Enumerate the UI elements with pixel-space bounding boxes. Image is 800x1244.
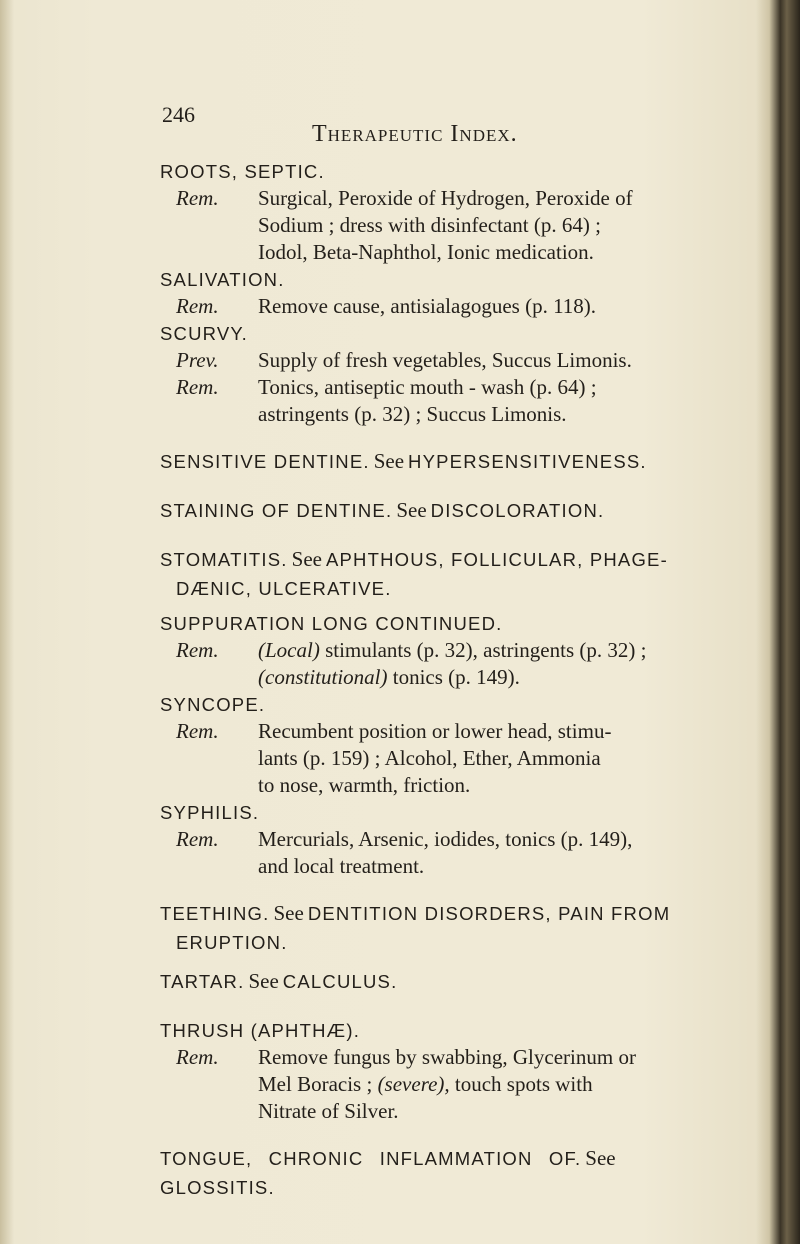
entry-line	[160, 546, 700, 575]
entry-heading: TARTAR.	[160, 971, 245, 992]
entry-heading: STAINING OF DENTINE.	[160, 500, 393, 521]
rem-label: Rem.	[176, 186, 219, 210]
entry-salivation	[160, 266, 700, 320]
remedy-text: astringents (p. 32) ; Succus Limonis.	[258, 402, 567, 426]
rem-label: Rem.	[176, 1045, 219, 1069]
see-label: See	[248, 969, 279, 993]
entry-heading: SALIVATION.	[160, 269, 285, 290]
remedy-text: Mel Boracis ;	[258, 1072, 373, 1096]
spacer	[160, 526, 700, 546]
remedy-text: Remove fungus by swabbing, Glycerinum or	[258, 1045, 636, 1069]
remedy-text: stimulants (p. 32), astringents (p. 32) ;	[325, 638, 647, 662]
remedy-line	[160, 1044, 700, 1071]
remedy-text: tonics (p. 149).	[392, 665, 520, 689]
entry-heading: THRUSH (APHTHÆ).	[160, 1020, 361, 1041]
entry-line	[160, 448, 700, 477]
entry-heading: ROOTS, SEPTIC.	[160, 161, 325, 182]
remedy-text: Sodium ; dress with disinfectant (p. 64) ;	[258, 213, 601, 237]
cross-reference: ERUPTION.	[176, 932, 288, 953]
entry-line	[160, 497, 700, 526]
entry-line	[160, 900, 700, 929]
see-label: See	[585, 1146, 616, 1170]
remedy-text: Mercurials, Arsenic, iodides, tonics (p. 149),	[258, 827, 633, 851]
remedy-text: lants (p. 159) ; Alcohol, Ether, Ammonia	[258, 746, 601, 770]
remedy-line	[160, 637, 700, 664]
spacer	[160, 997, 700, 1017]
entry-stomatitis	[160, 546, 700, 602]
page-header	[0, 100, 800, 147]
cross-reference: GLOSSITIS.	[160, 1177, 275, 1198]
remedy-line	[160, 185, 700, 212]
remedy-text: Iodol, Beta-Naphthol, Ionic medication.	[258, 240, 594, 264]
cross-reference: DENTITION DISORDERS, PAIN FROM	[307, 903, 671, 924]
entry-heading: SYPHILIS.	[160, 802, 260, 823]
entry-sensitive-dentine	[160, 448, 700, 477]
entry-suppuration	[160, 610, 700, 691]
entry-line	[160, 1145, 700, 1174]
entry-tongue	[160, 1145, 700, 1201]
entry-scurvy	[160, 320, 700, 428]
entry-staining-of-dentine	[160, 497, 700, 526]
remedy-qualifier: (Local)	[258, 638, 320, 662]
see-label: See	[273, 901, 304, 925]
rem-label: Rem.	[176, 294, 219, 318]
rem-label: Rem.	[176, 638, 219, 662]
entry-heading: SUPPURATION LONG CONTINUED.	[160, 613, 503, 634]
page-number: 246	[162, 102, 195, 127]
entry-syncope	[160, 691, 700, 799]
entry-heading: TONGUE, CHRONIC INFLAMMATION OF.	[160, 1148, 582, 1169]
entry-thrush	[160, 1017, 700, 1125]
cross-reference: CALCULUS.	[282, 971, 398, 992]
entry-teething	[160, 900, 700, 956]
entry-heading: STOMATITIS.	[160, 549, 288, 570]
see-label: See	[396, 498, 427, 522]
remedy-text: Remove cause, antisialagogues (p. 118).	[258, 294, 597, 318]
entry-heading: TEETHING.	[160, 903, 270, 924]
entry-syphilis	[160, 799, 700, 880]
remedy-line	[160, 718, 700, 745]
spacer	[160, 602, 700, 610]
remedy-text: Surgical, Peroxide of Hydrogen, Peroxide of	[258, 186, 633, 210]
remedy-line	[160, 664, 700, 691]
entry-heading: SENSITIVE DENTINE.	[160, 451, 370, 472]
entry-roots-septic	[160, 158, 700, 266]
entry-line	[160, 968, 700, 997]
running-title: Therapeutic Index.	[312, 121, 518, 147]
remedy-text: Nitrate of Silver.	[258, 1099, 399, 1123]
remedy-text: to nose, warmth, friction.	[258, 773, 471, 797]
remedy-qualifier: (constitutional)	[258, 665, 388, 689]
cross-reference: HYPERSENSITIVENESS.	[408, 451, 647, 472]
index-content	[160, 158, 700, 1201]
entry-heading: SYNCOPE.	[160, 694, 266, 715]
prevention-text: Supply of fresh vegetables, Succus Limonis.	[258, 348, 632, 372]
rem-label: Rem.	[176, 719, 219, 743]
cross-reference: APHTHOUS, FOLLICULAR, PHAGE-	[325, 549, 668, 570]
spacer	[160, 1125, 700, 1145]
remedy-line	[160, 293, 700, 320]
prev-label: Prev.	[176, 348, 219, 372]
remedy-text: touch spots with	[454, 1072, 593, 1096]
book-edge-shadow	[756, 0, 800, 1244]
rem-label: Rem.	[176, 827, 219, 851]
entry-tartar	[160, 968, 700, 997]
page-gutter-shadow	[0, 0, 14, 1244]
spacer	[160, 880, 700, 900]
rem-label: Rem.	[176, 375, 219, 399]
prevention-line	[160, 347, 700, 374]
remedy-text: and local treatment.	[258, 854, 425, 878]
spacer	[160, 956, 700, 968]
cross-reference: DISCOLORATION.	[430, 500, 605, 521]
remedy-text: Recumbent position or lower head, stimu-	[258, 719, 612, 743]
remedy-qualifier: (severe),	[377, 1072, 450, 1096]
remedy-text: Tonics, antiseptic mouth - wash (p. 64) ;	[258, 375, 597, 399]
remedy-line	[160, 826, 700, 853]
spacer	[160, 428, 700, 448]
cross-reference: DÆNIC, ULCERATIVE.	[176, 578, 392, 599]
spacer	[160, 477, 700, 497]
entry-heading: SCURVY.	[160, 323, 248, 344]
see-label: See	[373, 449, 405, 473]
remedy-line	[160, 1071, 700, 1098]
see-label: See	[291, 547, 322, 571]
remedy-line	[160, 374, 700, 401]
